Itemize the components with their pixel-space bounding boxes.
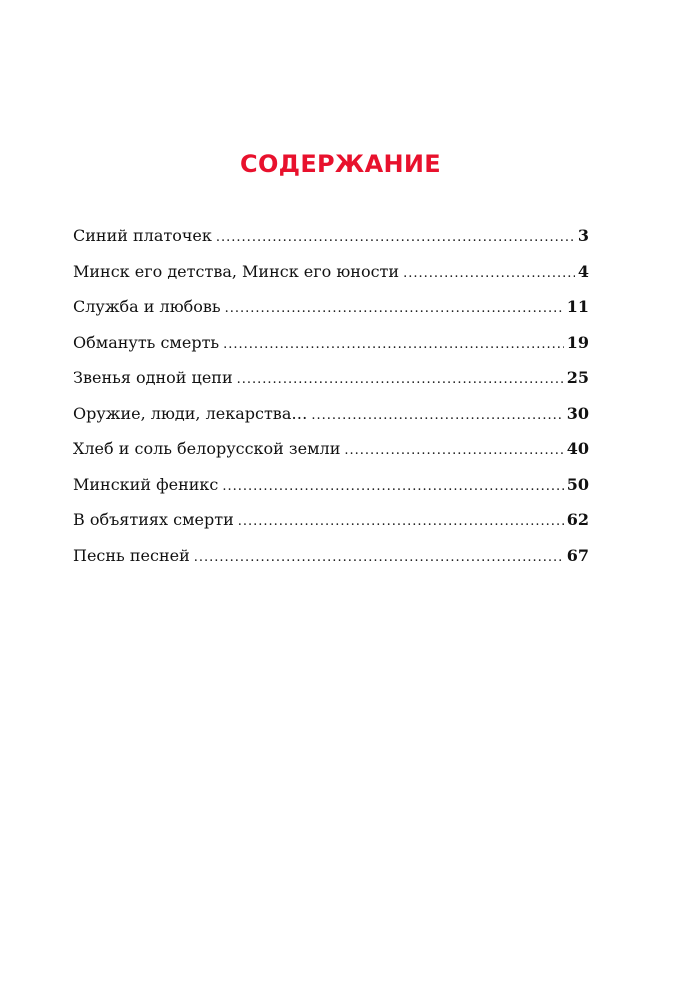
dot-leader bbox=[223, 337, 564, 352]
toc-entry-page-number: 11 bbox=[566, 297, 589, 316]
toc-entry-title: Служба и любовь bbox=[73, 297, 221, 316]
dot-leader bbox=[403, 266, 575, 281]
toc-entry-title: Минск его детства, Минск его юности bbox=[73, 261, 400, 281]
toc-entry-page-number: 30 bbox=[566, 403, 589, 423]
dot-leader bbox=[311, 408, 563, 423]
toc-entry[interactable] bbox=[73, 510, 589, 546]
toc-entry[interactable] bbox=[73, 475, 589, 511]
dot-leader bbox=[238, 514, 564, 529]
toc-entry[interactable] bbox=[73, 226, 589, 262]
dot-leader bbox=[216, 230, 575, 245]
toc-entry[interactable] bbox=[73, 297, 589, 333]
toc-entry[interactable] bbox=[73, 368, 589, 404]
dot-leader bbox=[222, 479, 563, 494]
dot-leader bbox=[225, 301, 564, 316]
toc-entry-title: Синий платочек bbox=[73, 226, 212, 245]
table-of-contents bbox=[73, 226, 589, 581]
page-title: СОДЕРЖАНИЕ bbox=[240, 150, 441, 178]
toc-entry[interactable] bbox=[73, 262, 589, 298]
dot-leader bbox=[344, 443, 563, 458]
toc-entry-page-number: 4 bbox=[577, 261, 589, 281]
toc-entry-page-number: 50 bbox=[566, 474, 589, 494]
toc-entry-page-number: 40 bbox=[566, 439, 589, 458]
toc-entry-page-number: 67 bbox=[566, 545, 589, 565]
toc-entry[interactable] bbox=[73, 439, 589, 475]
toc-entry[interactable] bbox=[73, 333, 589, 369]
toc-entry-title: Песнь песней bbox=[73, 545, 190, 565]
toc-entry[interactable] bbox=[73, 404, 589, 440]
toc-entry-title: Минский феникс bbox=[73, 474, 219, 494]
toc-entry-page-number: 25 bbox=[566, 368, 589, 387]
toc-entry-title: В объятиях смерти bbox=[73, 510, 234, 529]
toc-entry-page-number: 19 bbox=[566, 332, 589, 352]
toc-entry-title: Хлеб и соль белорусской земли bbox=[73, 439, 341, 458]
dot-leader bbox=[194, 550, 564, 565]
dot-leader bbox=[237, 372, 564, 387]
toc-entry[interactable] bbox=[73, 546, 589, 582]
toc-entry-title: Звенья одной цепи bbox=[73, 368, 233, 387]
toc-entry-page-number: 3 bbox=[577, 226, 589, 245]
toc-entry-title: Оружие, люди, лекарства… bbox=[73, 403, 308, 423]
toc-entry-title: Обмануть смерть bbox=[73, 332, 220, 352]
toc-entry-page-number: 62 bbox=[566, 510, 589, 529]
